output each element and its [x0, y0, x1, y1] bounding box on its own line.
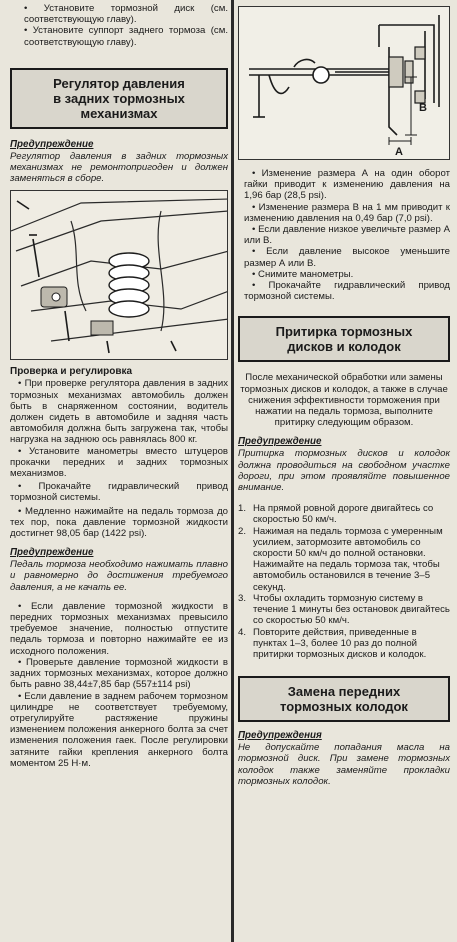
paragraph: • Медленно нажимайте на педаль тормоза до тех пор, пока давление тормозной жидкости достигнет 98,05 бар (1422 psi).: [10, 505, 228, 540]
paragraph: • Прокачайте гидравлический привод тормозной системы.: [10, 481, 228, 504]
steps-list: [238, 503, 450, 660]
figure-adjustment-diagram: [238, 6, 450, 160]
dimension-label-a: A: [395, 146, 403, 158]
paragraph: • Установите манометры вместо штуцеров прокачки передних и задних тормозных механизмов.: [10, 445, 228, 480]
warning-text: Притирка тормозных дисков и колодок должна проводиться на свободном участке дороги, при этом проявляйте повышенное внимание.: [238, 448, 450, 494]
paragraph: • Проверьте давление тормозной жидкости в задних тормозных механизмах, которое должно быть равно 38,44±7,85 бар (557±114 psi): [10, 656, 228, 691]
list-item: 1. На прямой ровной дороге двигайтесь со скоростью 50 км/ч.: [238, 503, 434, 526]
warning-label: Предупреждение: [10, 547, 94, 559]
paragraph: • Если давление в заднем рабочем тормозном цилиндре не соответствует требуемому, отрегулируйте растяжение пружины изменением положения анкерного болта за счет изменения положения гаек. После регулировки затяните гайки крепления анкерного болта моментом 25 Н·м.: [10, 690, 228, 769]
paragraph-intro: После механической обработки или замены тормозных дисков и колодок, а также в случае снижения эффективности торможения при нажатии на педаль тормоза, выполните притирку следующим образом.: [240, 372, 448, 429]
section-heading-bedding: Притирка тормозных дисков и колодок: [238, 316, 450, 362]
list-item: 2. Нажимая на педаль тормоза с умеренным усилием, затормозите автомобиль со скорости 50 км/ч до полной остановки. Нажимайте на педаль тормоза так, чтобы автомобиль остановился в течение 3–5 секунд.: [238, 525, 443, 593]
subheading-check-adjust: Проверка и регулировка: [10, 366, 133, 378]
bullet-install-disc: • Установите тормозной диск (см. соответствующую главу).: [24, 3, 228, 26]
paragraph: • При проверке регулятора давления в задних тормозных механизмах автомобиль должен быть в снаряженном состоянии, водитель должен сидеть в автомобиле и задняя часть автомобиля должна быть загружена так, чтобы нагрузка на заднюю ось равнялась 800 кг.: [10, 378, 228, 446]
right-column: [238, 0, 450, 787]
paragraph: • Изменение размера А на один оборот гайки приводит к изменению давления на 1,96 бар (28,5 psi).: [244, 168, 450, 202]
warning-text: Регулятор давления в задних тормозных механизмах не ремонтопригоден и должен заменяться в сборе.: [10, 150, 228, 185]
list-item: 4. Повторите действия, приведенные в пунктах 1–3, более 10 раз до полной притирки тормозных дисков и колодок.: [238, 626, 427, 660]
bullet-install-caliper: • Установите суппорт заднего тормоза (см. соответствующую главу).: [24, 25, 228, 48]
adjustment-diagram: [239, 7, 450, 159]
left-column: [10, 0, 228, 769]
warning-label: Предупреждения: [238, 730, 322, 742]
warning-label: Предупреждение: [10, 138, 94, 150]
paragraph: • Если давление высокое уменьшите размер А или В.: [244, 246, 450, 269]
warning-label: Предупреждение: [238, 436, 322, 448]
list-item: 3. Чтобы охладить тормозную систему в течение 1 минуты без остановок двигайтесь со скоростью 50 км/ч.: [238, 592, 450, 627]
paragraph: • Если давление низкое увеличьте размер А или В.: [244, 224, 450, 247]
warning-text: Не допускайте попадания масла на тормозной диск. При замене тормозных колодок также заменяйте прокладки тормозных колодок.: [238, 742, 450, 787]
regulator-illustration: [11, 191, 228, 359]
section-heading-pad-replacement: Замена передних тормозных колодок: [238, 676, 450, 722]
paragraph: • Если давление тормозной жидкости в передних тормозных механизмах превысило требуемое значение, полностью отпустите педаль тормоза и повторно нажимайте ее из исходного положения.: [10, 600, 228, 657]
paragraph: • Изменение размера В на 1 мм приводит к изменению давления на 0,49 бар (7,0 psi).: [244, 201, 450, 224]
paragraph: • Снимите манометры.: [252, 268, 354, 280]
paragraph: • Прокачайте гидравлический привод тормозной системы.: [244, 280, 450, 303]
column-divider: [231, 0, 234, 942]
section-heading-pressure-regulator: Регулятор давления в задних тормозных механизмах: [10, 68, 228, 129]
figure-regulator-photo: [10, 190, 228, 360]
dimension-label-b: B: [419, 102, 427, 114]
warning-text: Педаль тормоза необходимо нажимать плавно и равномерно до достижения требуемого давления, а не качать ее.: [10, 559, 228, 593]
